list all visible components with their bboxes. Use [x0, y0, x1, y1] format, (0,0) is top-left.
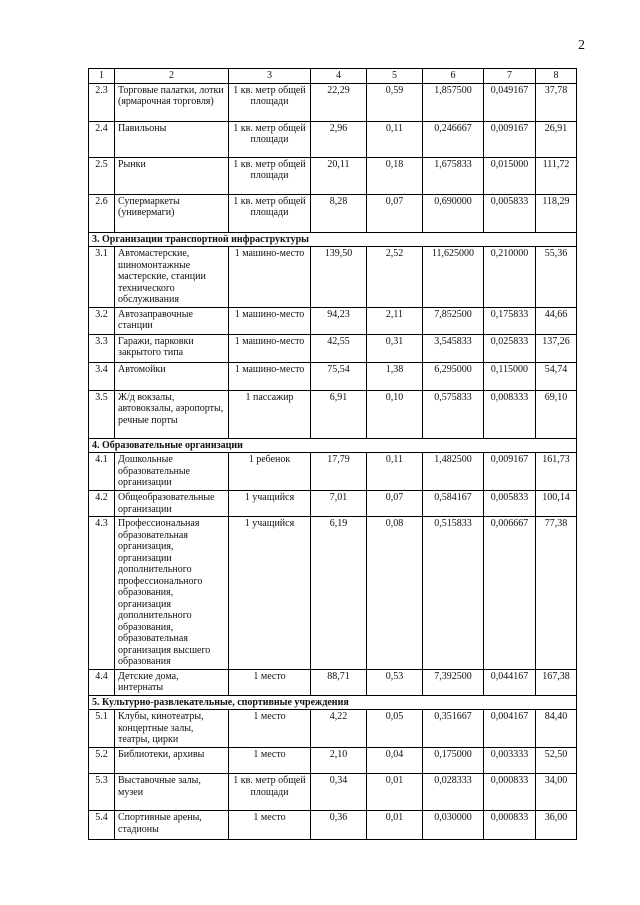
- col-header-6: 6: [423, 69, 484, 84]
- row-value-4: 94,23: [311, 307, 367, 334]
- table-row: [89, 157, 577, 194]
- row-code: 3.3: [89, 334, 115, 362]
- row-value-6: 11,625000: [423, 247, 484, 308]
- row-unit: 1 кв. метр общей площади: [229, 121, 311, 157]
- row-value-5: 0,10: [367, 390, 423, 438]
- row-value-4: 42,55: [311, 334, 367, 362]
- row-value-6: 0,246667: [423, 121, 484, 157]
- row-value-5: 0,53: [367, 669, 423, 695]
- row-code: 2.3: [89, 83, 115, 121]
- row-unit: 1 кв. метр общей площади: [229, 194, 311, 232]
- row-value-7: 0,000833: [484, 774, 536, 811]
- row-unit: 1 место: [229, 669, 311, 695]
- row-name: Супермаркеты (универмаги): [115, 194, 229, 232]
- table-row: [89, 334, 577, 362]
- row-value-8: 36,00: [536, 811, 577, 840]
- section-row: [89, 695, 577, 710]
- row-value-5: 0,08: [367, 517, 423, 670]
- row-value-4: 4,22: [311, 710, 367, 748]
- table-row: [89, 307, 577, 334]
- row-value-6: 0,584167: [423, 491, 484, 517]
- row-name: Профессиональная образовательная организация, организации дополнительного профессионального образования, организация дополнительного образования, образовательная организация высшего образования: [115, 517, 229, 670]
- row-value-4: 6,19: [311, 517, 367, 670]
- row-name: Автомойки: [115, 362, 229, 390]
- col-header-3: 3: [229, 69, 311, 84]
- row-value-8: 26,91: [536, 121, 577, 157]
- table-row: [89, 83, 577, 121]
- table-row: [89, 390, 577, 438]
- row-value-7: 0,015000: [484, 157, 536, 194]
- col-header-7: 7: [484, 69, 536, 84]
- row-name: Павильоны: [115, 121, 229, 157]
- row-value-5: 2,52: [367, 247, 423, 308]
- table-row: [89, 121, 577, 157]
- row-value-8: 161,73: [536, 453, 577, 491]
- row-value-7: 0,009167: [484, 121, 536, 157]
- row-value-5: 0,01: [367, 774, 423, 811]
- row-value-7: 0,044167: [484, 669, 536, 695]
- row-value-7: 0,006667: [484, 517, 536, 670]
- table-row: [89, 453, 577, 491]
- table-row: [89, 811, 577, 840]
- row-value-8: 37,78: [536, 83, 577, 121]
- row-value-7: 0,009167: [484, 453, 536, 491]
- row-value-7: 0,025833: [484, 334, 536, 362]
- row-code: 5.3: [89, 774, 115, 811]
- row-name: Автозаправочные станции: [115, 307, 229, 334]
- row-name: Библиотеки, архивы: [115, 748, 229, 774]
- col-header-2: 2: [115, 69, 229, 84]
- table-row: [89, 491, 577, 517]
- row-value-4: 17,79: [311, 453, 367, 491]
- table-row: [89, 362, 577, 390]
- row-value-5: 2,11: [367, 307, 423, 334]
- row-code: 2.5: [89, 157, 115, 194]
- section-title: 4. Образовательные организации: [89, 438, 577, 453]
- row-value-4: 2,96: [311, 121, 367, 157]
- row-code: 4.3: [89, 517, 115, 670]
- row-unit: 1 кв. метр общей площади: [229, 83, 311, 121]
- row-value-5: 0,01: [367, 811, 423, 840]
- row-code: 3.5: [89, 390, 115, 438]
- row-name: Ж/д вокзалы, автовокзалы, аэропорты, речные порты: [115, 390, 229, 438]
- row-value-6: 6,295000: [423, 362, 484, 390]
- row-value-4: 7,01: [311, 491, 367, 517]
- row-code: 5.4: [89, 811, 115, 840]
- row-value-6: 7,392500: [423, 669, 484, 695]
- table-row: [89, 194, 577, 232]
- page-number: 2: [578, 38, 585, 53]
- row-value-6: 1,482500: [423, 453, 484, 491]
- row-value-4: 0,36: [311, 811, 367, 840]
- row-value-7: 0,008333: [484, 390, 536, 438]
- row-value-5: 0,11: [367, 121, 423, 157]
- row-unit: 1 ребенок: [229, 453, 311, 491]
- row-value-8: 44,66: [536, 307, 577, 334]
- row-value-8: 118,29: [536, 194, 577, 232]
- row-name: Спортивные арены, стадионы: [115, 811, 229, 840]
- row-name: Клубы, кинотеатры, концертные залы, театры, цирки: [115, 710, 229, 748]
- row-unit: 1 кв. метр общей площади: [229, 774, 311, 811]
- row-value-5: 0,59: [367, 83, 423, 121]
- row-value-6: 0,030000: [423, 811, 484, 840]
- row-value-4: 22,29: [311, 83, 367, 121]
- table-row: [89, 517, 577, 670]
- section-row: [89, 232, 577, 247]
- row-value-7: 0,005833: [484, 491, 536, 517]
- row-name: Детские дома, интернаты: [115, 669, 229, 695]
- row-value-5: 0,05: [367, 710, 423, 748]
- row-unit: 1 место: [229, 811, 311, 840]
- row-code: 2.6: [89, 194, 115, 232]
- tariff-table: [88, 68, 577, 840]
- row-unit: 1 пассажир: [229, 390, 311, 438]
- row-value-8: 52,50: [536, 748, 577, 774]
- row-code: 3.4: [89, 362, 115, 390]
- row-unit: 1 машино-место: [229, 247, 311, 308]
- row-value-4: 139,50: [311, 247, 367, 308]
- row-value-5: 0,11: [367, 453, 423, 491]
- row-value-7: 0,115000: [484, 362, 536, 390]
- row-value-6: 1,675833: [423, 157, 484, 194]
- row-value-4: 8,28: [311, 194, 367, 232]
- row-value-5: 0,18: [367, 157, 423, 194]
- row-name: Дошкольные образовательные организации: [115, 453, 229, 491]
- row-unit: 1 место: [229, 710, 311, 748]
- row-value-6: 0,515833: [423, 517, 484, 670]
- table-row: [89, 710, 577, 748]
- row-value-7: 0,005833: [484, 194, 536, 232]
- row-name: Гаражи, парковки закрытого типа: [115, 334, 229, 362]
- row-value-6: 3,545833: [423, 334, 484, 362]
- row-value-8: 34,00: [536, 774, 577, 811]
- row-name: Торговые палатки, лотки (ярмарочная торговля): [115, 83, 229, 121]
- row-value-8: 167,38: [536, 669, 577, 695]
- row-value-6: 0,351667: [423, 710, 484, 748]
- row-value-5: 0,07: [367, 491, 423, 517]
- row-value-4: 75,54: [311, 362, 367, 390]
- row-unit: 1 место: [229, 748, 311, 774]
- row-value-7: 0,049167: [484, 83, 536, 121]
- row-value-8: 55,36: [536, 247, 577, 308]
- row-unit: 1 машино-место: [229, 334, 311, 362]
- row-value-8: 84,40: [536, 710, 577, 748]
- row-name: Выставочные залы, музеи: [115, 774, 229, 811]
- table-row: [89, 748, 577, 774]
- row-code: 4.2: [89, 491, 115, 517]
- row-code: 4.4: [89, 669, 115, 695]
- section-title: 3. Организации транспортной инфраструктуры: [89, 232, 577, 247]
- row-value-7: 0,210000: [484, 247, 536, 308]
- row-value-8: 77,38: [536, 517, 577, 670]
- row-value-8: 100,14: [536, 491, 577, 517]
- row-code: 3.2: [89, 307, 115, 334]
- row-unit: 1 учащийся: [229, 517, 311, 670]
- col-header-8: 8: [536, 69, 577, 84]
- row-value-7: 0,003333: [484, 748, 536, 774]
- row-unit: 1 машино-место: [229, 362, 311, 390]
- row-unit: 1 машино-место: [229, 307, 311, 334]
- row-value-6: 0,028333: [423, 774, 484, 811]
- section-row: [89, 438, 577, 453]
- row-value-4: 0,34: [311, 774, 367, 811]
- row-value-6: 0,575833: [423, 390, 484, 438]
- row-value-6: 7,852500: [423, 307, 484, 334]
- row-code: 4.1: [89, 453, 115, 491]
- row-value-8: 137,26: [536, 334, 577, 362]
- row-code: 3.1: [89, 247, 115, 308]
- table-row: [89, 669, 577, 695]
- table-row: [89, 247, 577, 308]
- row-value-4: 2,10: [311, 748, 367, 774]
- table-row: [89, 774, 577, 811]
- row-value-5: 0,04: [367, 748, 423, 774]
- row-unit: 1 учащийся: [229, 491, 311, 517]
- col-header-5: 5: [367, 69, 423, 84]
- row-code: 2.4: [89, 121, 115, 157]
- col-header-1: 1: [89, 69, 115, 84]
- row-value-7: 0,004167: [484, 710, 536, 748]
- row-code: 5.2: [89, 748, 115, 774]
- row-value-5: 0,07: [367, 194, 423, 232]
- row-value-4: 6,91: [311, 390, 367, 438]
- row-value-6: 1,857500: [423, 83, 484, 121]
- row-name: Автомастерские, шиномонтажные мастерские, станции технического обслуживания: [115, 247, 229, 308]
- row-value-5: 1,38: [367, 362, 423, 390]
- row-value-5: 0,31: [367, 334, 423, 362]
- row-value-6: 0,690000: [423, 194, 484, 232]
- row-code: 5.1: [89, 710, 115, 748]
- row-value-7: 0,175833: [484, 307, 536, 334]
- row-name: Общеобразовательные организации: [115, 491, 229, 517]
- row-value-8: 54,74: [536, 362, 577, 390]
- row-value-8: 111,72: [536, 157, 577, 194]
- row-value-4: 20,11: [311, 157, 367, 194]
- row-value-4: 88,71: [311, 669, 367, 695]
- row-name: Рынки: [115, 157, 229, 194]
- column-number-row: [89, 69, 577, 84]
- col-header-4: 4: [311, 69, 367, 84]
- row-unit: 1 кв. метр общей площади: [229, 157, 311, 194]
- section-title: 5. Культурно-развлекательные, спортивные учреждения: [89, 695, 577, 710]
- row-value-7: 0,000833: [484, 811, 536, 840]
- row-value-6: 0,175000: [423, 748, 484, 774]
- row-value-8: 69,10: [536, 390, 577, 438]
